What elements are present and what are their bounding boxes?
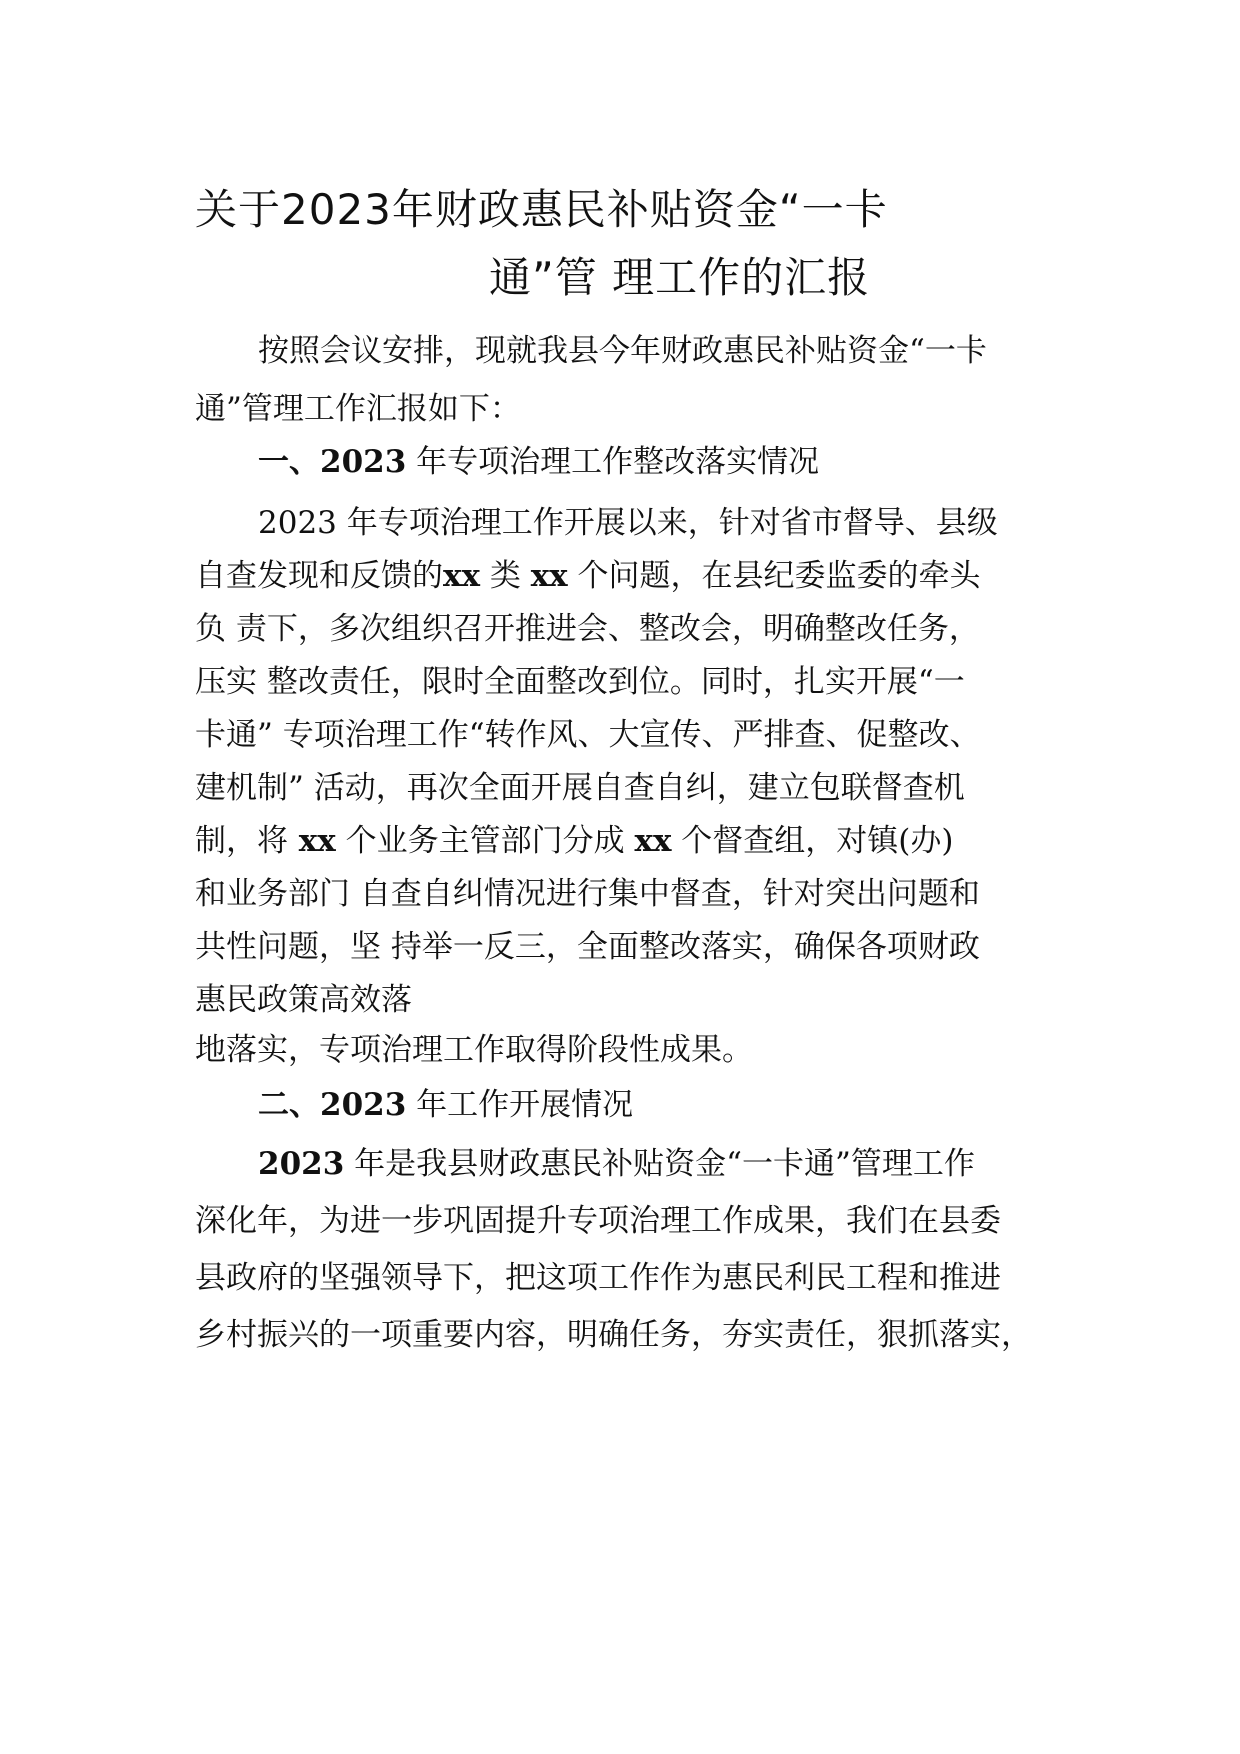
section-1-line-2-bold-1: xx <box>443 558 480 594</box>
section-2-line-4: 乡村振兴的一项重要内容，明确任务，夯实责任，狠抓落实， <box>195 1317 1032 1353</box>
section-2-line-1 <box>258 1144 975 1184</box>
section-1-line-9: 共性问题，坚 持举一反三，全面整改落实，确保各项财政 <box>195 929 980 965</box>
section-1-line-2-bold-2: xx <box>530 558 568 594</box>
section-1-line-3: 负 责下，多次组织召开推进会、整改会，明确整改任务， <box>195 611 980 647</box>
section-1-line-2-end: 个问题，在县纪委监委的牵头 <box>567 558 981 594</box>
section-1-line-2-mid: 类 <box>479 558 531 594</box>
section-1-line-7 <box>195 821 954 861</box>
title-line-1: 关于2023年财政惠民补贴资金“一卡 <box>195 185 888 234</box>
section-2-heading-text: 年工作开展情况 <box>406 1087 634 1123</box>
section-2-line-1-bold: 2023 <box>258 1146 345 1182</box>
section-1-heading-number: 一、2023 <box>258 444 407 480</box>
section-1-line-1: 2023 年专项治理工作开展以来，针对省市督导、县级 <box>258 505 998 541</box>
section-2-line-3: 县政府的坚强领导下，把这项工作作为惠民利民工程和推进 <box>195 1260 1001 1296</box>
section-1-line-7-start: 制，将 <box>195 823 288 859</box>
section-1-line-5: 卡通” 专项治理工作“转作风、大宣传、严排查、促整改、 <box>195 717 981 753</box>
section-1-line-10: 惠民政策高效落 <box>195 982 412 1018</box>
intro-line-2: 通”管理工作汇报如下： <box>195 391 521 427</box>
section-1-line-2-start: 自查发现和反馈的 <box>195 558 443 594</box>
section-1-line-4: 压实 整改责任，限时全面整改到位。同时，扎实开展“一 <box>195 664 965 700</box>
section-1-line-7-bold-1: xx <box>288 823 336 859</box>
section-1-line-7-end: 个督查组，对镇(办) <box>671 823 954 859</box>
section-1-line-2 <box>195 556 981 596</box>
section-1-heading-text: 年专项治理工作整改落实情况 <box>406 444 820 480</box>
title-line-2: 通”管 理工作的汇报 <box>489 253 871 302</box>
section-1-line-6: 建机制” 活动，再次全面开展自查自纠，建立包联督查机 <box>195 770 965 806</box>
section-2-line-2: 深化年，为进一步巩固提升专项治理工作成果，我们在县委 <box>195 1203 1001 1239</box>
section-1-heading <box>258 442 819 482</box>
section-1-line-7-bold-2: xx <box>634 823 672 859</box>
document-title <box>195 176 1055 312</box>
intro-line-1: 按照会议安排，现就我县今年财政惠民补贴资金“一卡 <box>258 333 987 369</box>
section-2-line-1-rest: 年是我县财政惠民补贴资金“一卡通”管理工作 <box>344 1146 975 1182</box>
section-1-line-8: 和业务部门 自查自纠情况进行集中督查，针对突出问题和 <box>195 876 980 912</box>
section-2-heading <box>258 1085 633 1125</box>
section-2-heading-number: 二、2023 <box>258 1087 407 1123</box>
section-1-line-11: 地落实，专项治理工作取得阶段性成果。 <box>195 1032 753 1068</box>
section-1-line-7-mid: 个业务主管部门分成 <box>335 823 635 859</box>
